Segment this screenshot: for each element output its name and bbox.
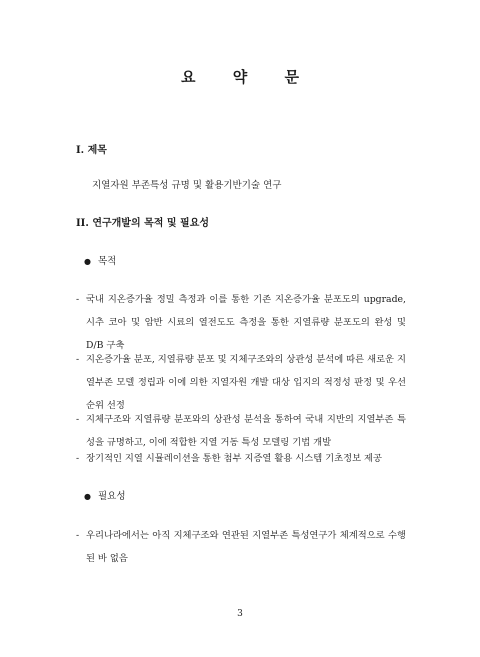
need-item-text: 우리나라에서는 아직 지체구조와 연관된 지열부존 특성연구가 체계적으로 수행된 바 없음 [86, 530, 406, 564]
need-item [76, 524, 406, 570]
dash-marker: - [76, 294, 80, 305]
section-heading-title: I. 제목 [76, 145, 107, 156]
project-title-text: 지열자원 부존특성 규명 및 활용기반기술 연구 [92, 180, 282, 191]
section-heading-purpose-need: II. 연구개발의 목적 및 필요성 [76, 218, 210, 229]
dash-marker: - [76, 530, 80, 541]
purpose-item-text: 장기적인 지열 시뮬레이션을 통한 첨부 지증열 활용 시스템 기초정보 제공 [86, 453, 383, 464]
purpose-item-text: 지체구조와 지열류량 분포와의 상관성 분석을 통하여 국내 지반의 지열부존 특성을 규명하고, 이에 적합한 지열 거동 특성 모델링 기법 개발 [86, 414, 406, 448]
bullet-icon: ● [84, 492, 91, 501]
purpose-item [76, 348, 406, 417]
purpose-item [76, 447, 406, 470]
need-bullet [84, 488, 126, 502]
purpose-item-text: 국내 지온증가율 정밀 측정과 이를 통한 기존 지온증가율 분포도의 upgrade, 시추 코아 및 암반 시료의 열전도도 측정을 통한 지열류량 분포도의 완성 및 D/B 구축 [86, 294, 406, 351]
page-title: 요 약 문 [181, 68, 315, 86]
dash-marker: - [76, 354, 80, 365]
dash-marker: - [76, 414, 80, 425]
bullet-icon: ● [84, 257, 91, 266]
purpose-item-text: 지온증가율 분포, 지열류량 분포 및 지체구조와의 상관성 분석에 따른 새로운 지열부존 모델 정립과 이에 의한 지열자원 개발 대상 입지의 적정성 판정 및 우선순위 선정 [86, 354, 406, 411]
page-number: 3 [237, 609, 243, 619]
dash-marker: - [76, 453, 80, 464]
need-label: 필요성 [98, 491, 126, 502]
purpose-item [76, 288, 406, 357]
purpose-bullet [84, 253, 116, 267]
purpose-label: 목적 [98, 256, 117, 267]
